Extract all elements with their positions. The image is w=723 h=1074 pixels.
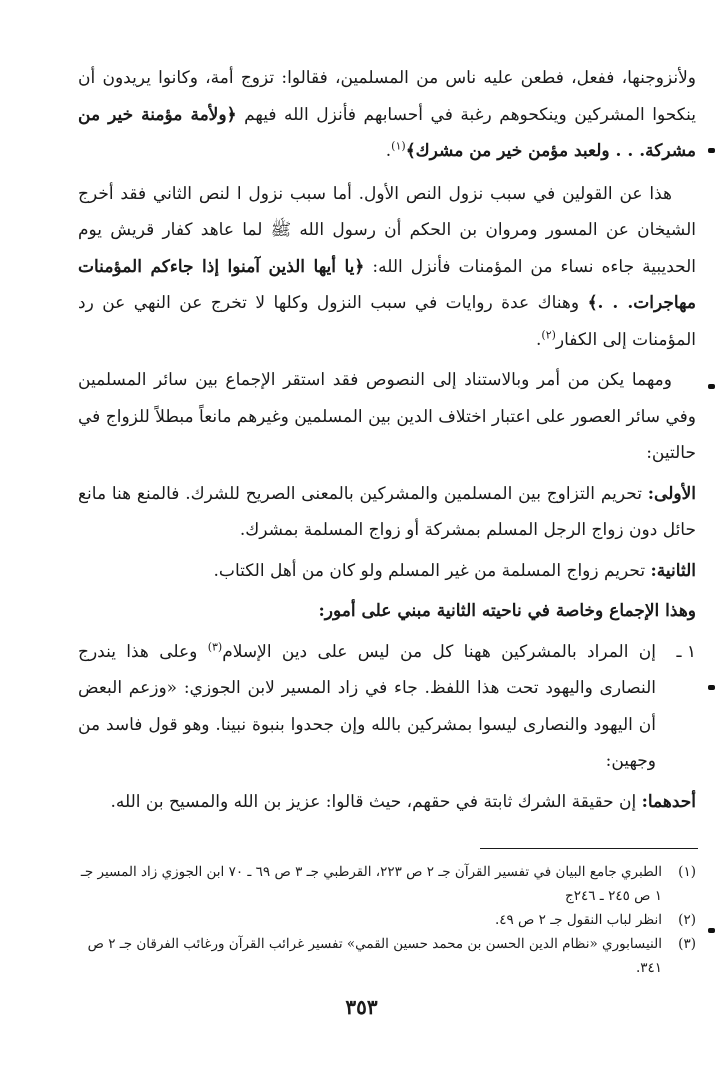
page-number: ٣٥٣ <box>345 995 378 1019</box>
list-item-1: ١ ـ إن المراد بالمشركين ههنا كل من ليس على دين الإسلام$^{(٣)}$ وعلى هذا يندرج النصارى واليهود تحت هذا اللفظ. جاء في زاد المسير لابن الجوزي: «وزعم البعض أن اليهود والنصارى ليسوا بمشركين بالله وإن جحدوا بنبوة نبينا. وهو قول فاسد من وجهين: <box>78 634 696 780</box>
quran-quote: ﴿يا أيها الذين آمنوا إذا جاءكم المؤمنات مهاجرات. . .﴾ <box>78 256 696 313</box>
body-text <box>78 60 696 820</box>
footnote-number: (١) <box>678 864 696 880</box>
footnotes <box>78 860 696 980</box>
footnote-number: (٣) <box>678 936 696 952</box>
paragraph-1: ولأنزوجنها، ففعل، فطعن عليه ناس من المسلمين، فقالوا: تزوج أمة، وكانوا يريدون أن ينكحوا المشركين وينكحوهم رغبة في أحسابهم فأنزل الله فيهم ﴿ولأمة مؤمنة خير من مشركة. . . ولعبد مؤمن خير من مشرك﴾$^{(١)}$. <box>78 68 696 161</box>
footnote-ref-1[interactable]: (١) <box>391 139 406 153</box>
footnote-text: النيسابوري «نظام الدين الحسن بن محمد حسين القمي» تفسير غرائب القرآن ورغائب الفرقان جـ ٢ ص ٣٤١. <box>87 936 662 976</box>
argument-first: أحدهما: إن حقيقة الشرك ثابتة في حقهم، حيث قالوا: عزيز بن الله والمسيح بن الله. <box>110 791 696 812</box>
case-label: الثانية: <box>650 560 696 581</box>
paragraph-2: هذا عن القولين في سبب نزول النص الأول. أما سبب نزول ا لنص الثاني فقد أخرج الشيخان عن المسور ومروان بن الحكم أن رسول الله ﷺ لما عاهد كفار قريش يوم الحديبية جاءه نساء من المؤمنات فأنزل الله: ﴿يا أيها الذين آمنوا إذا جاءكم المؤمنات مهاجرات. . .﴾ وهناك عدة روايات في سبب النزول وكلها لا تخرج عن النهي عن رد المؤمنات إلى الكفار$^{(٢)}$. <box>78 183 696 350</box>
scan-edge-mark <box>708 148 715 153</box>
case-second: الثانية: تحريم زواج المسلمة من غير المسلم ولو كان من أهل الكتاب. <box>213 560 696 581</box>
footnote-ref-3[interactable]: (٣) <box>207 639 223 653</box>
scan-edge-mark <box>708 384 715 389</box>
footnote-3 <box>78 932 696 980</box>
section-heading: وهذا الإجماع وخاصة في ناحيته الثانية مبني على أمور: <box>318 601 696 621</box>
footnote-2 <box>78 908 696 932</box>
footnote-ref-2[interactable]: (٢) <box>541 327 556 341</box>
scan-edge-mark <box>708 685 715 690</box>
footnote-text: الطبري جامع البيان في تفسير القرآن جـ ٢ ص ٢٢٣، القرطبي جـ ٣ ص ٦٩ ـ ٧٠ ابن الجوزي زاد المسير جـ ١ ص ٢٤٥ ـ ٢٤٦ج <box>80 864 662 904</box>
quran-quote: ﴿ولأمة مؤمنة خير من مشركة. . . ولعبد مؤمن خير من مشرك﴾ <box>78 104 696 161</box>
footnote-divider <box>480 848 698 849</box>
scan-edge-mark <box>708 928 715 933</box>
case-label: الأولى: <box>647 483 697 504</box>
argument-label: أحدهما: <box>641 791 696 812</box>
list-number: ١ ـ <box>676 641 696 662</box>
footnote-text: انظر لباب النقول جـ ٢ ص ٤٩. <box>494 912 662 928</box>
paragraph-3: ومهما يكن من أمر وبالاستناد إلى النصوص فقد استقر الإجماع بين سائر المسلمين وفي سائر العصور على اعتبار اختلاف الدين بين المسلمين وغيرهم مانعاً مبطلاً للزواج في حالتين: <box>78 370 696 463</box>
footnote-1 <box>78 860 696 908</box>
case-first: الأولى: تحريم التزاوج بين المسلمين والمشركين بالمعنى الصريح للشرك. فالمنع هنا مانع حائل دون زواج الرجل المسلم بمشركة أو زواج المسلمة بمشرك. <box>78 483 697 540</box>
footnote-number: (٢) <box>678 912 696 928</box>
